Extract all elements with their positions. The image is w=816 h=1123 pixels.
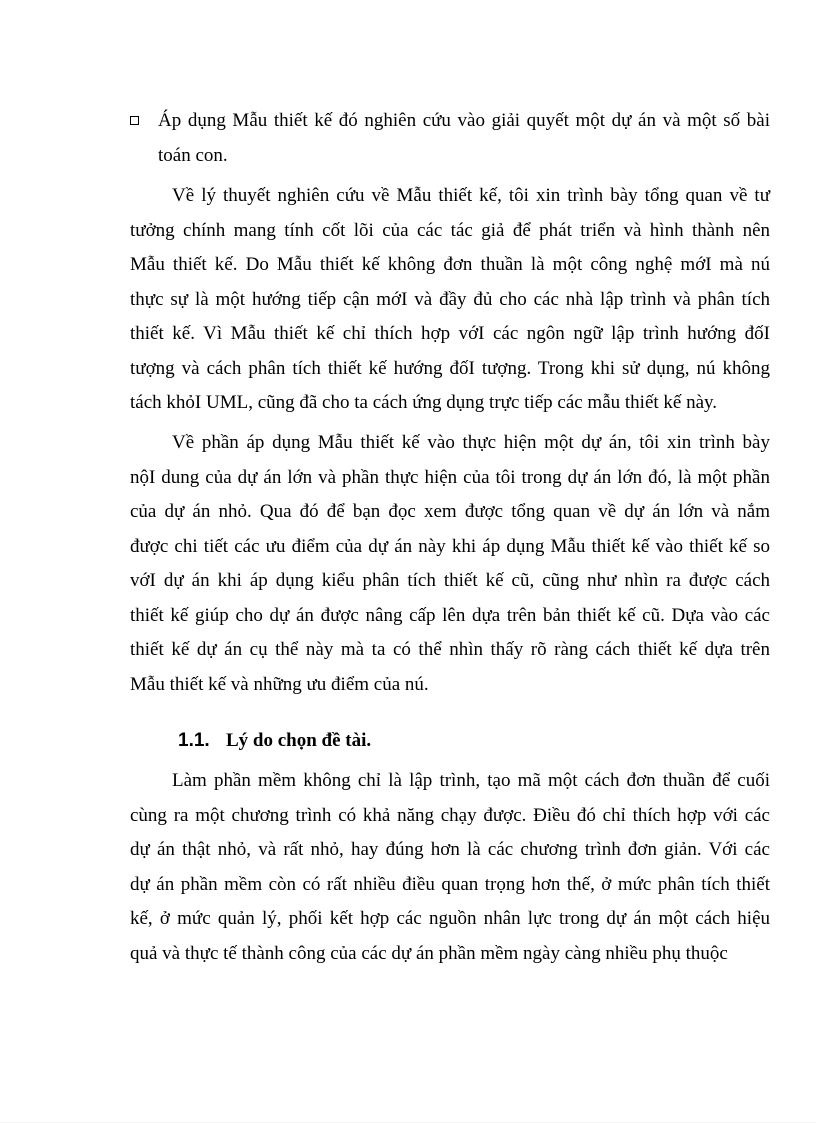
- paragraph-1-line-7: tách khỏI UML, cũng đã cho ta cách ứng dụng trực tiếp các mẫu thiết kế này.: [130, 392, 718, 413]
- paragraph-2-line-2: nộI dung của dự án lớn và phần thực hiện của tôi trong dự án lớn đó, là một phần: [130, 467, 770, 488]
- bullet-line-1: Áp dụng Mẫu thiết kế đó nghiên cứu vào giải quyết một dự án và một số bài: [158, 110, 770, 131]
- paragraph-2-line-8: Mẫu thiết kế và những ưu điểm của nú.: [130, 674, 429, 695]
- paragraph-2-line-4: được chi tiết các ưu điểm của dự án này khi áp dụng Mẫu thiết kế vào thiết kế so: [130, 536, 770, 557]
- paragraph-1-line-2: tưởng chính mang tính cốt lõi của các tác giả để phát triển và hình thành nên: [130, 220, 770, 241]
- paragraph-3-line-3: dự án thật nhỏ, và rất nhỏ, hay đúng hơn là các chương trình đơn giản. Với các: [130, 839, 770, 860]
- paragraph-1-line-1: Về lý thuyết nghiên cứu về Mẫu thiết kế, tôi xin trình bày tổng quan về tư: [172, 185, 770, 206]
- paragraph-3-line-4: dự án phần mềm còn có rất nhiều điều quan trọng hơn thế, ở mức phân tích thiết: [130, 874, 770, 895]
- paragraph-2-line-3: của dự án nhỏ. Qua đó để bạn đọc xem được tổng quan về dự án lớn và nắm: [130, 501, 770, 522]
- paragraph-3-line-1: Làm phần mềm không chỉ là lập trình, tạo mã một cách đơn thuần để cuối: [172, 770, 770, 791]
- square-bullet-icon: [130, 116, 139, 125]
- paragraph-1-line-4: thực sự là một hướng tiếp cận mớI và đầy đủ cho các nhà lập trình và phân tích: [130, 289, 770, 310]
- paragraph-1-line-5: thiết kế. Vì Mẫu thiết kế chỉ thích hợp vớI các ngôn ngữ lập trình hướng đốI: [130, 323, 770, 344]
- paragraph-1-line-3: Mẫu thiết kế. Do Mẫu thiết kế không đơn thuần là một công nghệ mớI mà nú: [130, 254, 770, 275]
- section-number: 1.1.: [178, 730, 210, 751]
- paragraph-2-line-6: thiết kế giúp cho dự án được nâng cấp lên dựa trên bản thiết kế cũ. Dựa vào các: [130, 605, 770, 626]
- paragraph-3-line-5: kế, ở mức quản lý, phối kết hợp các nguồn nhân lực trong dự án một cách hiệu: [130, 908, 770, 929]
- paragraph-3-line-6: quả và thực tế thành công của các dự án phần mềm ngày càng nhiều phụ thuộc: [130, 943, 728, 964]
- paragraph-2-line-5: vớI dự án khi áp dụng kiểu phân tích thiết kế cũ, cũng như nhìn ra được cách: [130, 570, 770, 591]
- bullet-line-2: toán con.: [158, 145, 228, 166]
- paragraph-1-line-6: tượng và cách phân tích thiết kế hướng đốI tượng. Trong khi sử dụng, nú không: [130, 358, 770, 379]
- paragraph-2-line-7: thiết kế dự án cụ thể này mà ta có thể nhìn thấy rõ ràng cách thiết kế dựa trên: [130, 639, 770, 660]
- paragraph-3-line-2: cùng ra một chương trình có khả năng chạy được. Điều đó chỉ thích hợp với các: [130, 805, 770, 826]
- paragraph-2-line-1: Về phần áp dụng Mẫu thiết kế vào thực hiện một dự án, tôi xin trình bày: [172, 432, 770, 453]
- section-title: Lý do chọn đề tài.: [226, 730, 372, 751]
